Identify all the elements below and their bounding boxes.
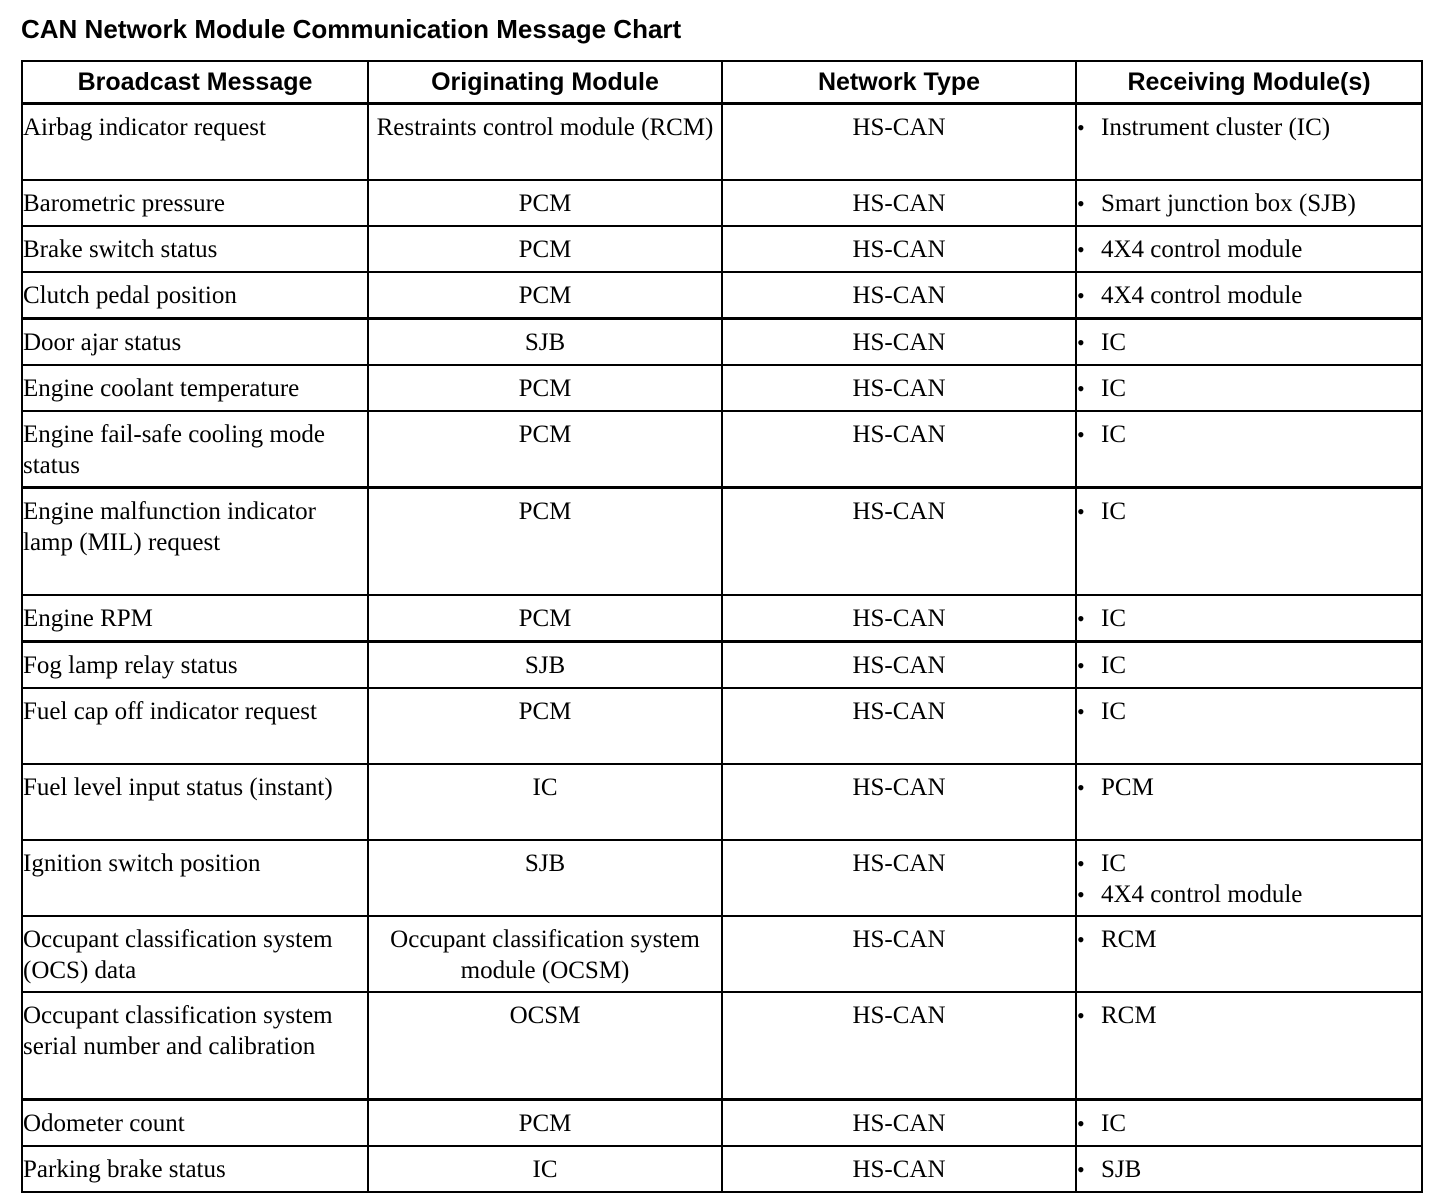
bullet-icon: • [1077,1003,1085,1028]
receiving-modules-cell [1076,488,1422,596]
table-row [22,488,1422,596]
receiving-modules-cell [1076,365,1422,411]
bullet-icon: • [1077,115,1085,140]
broadcast-message-cell: Fuel cap off indicator request [22,688,368,764]
bullet-icon: • [1077,330,1085,355]
table-body [22,104,1422,1193]
table-row [22,688,1422,764]
broadcast-message-cell: Occupant classification system (OCS) data [22,916,368,992]
network-type-cell: HS-CAN [722,688,1076,764]
bullet-icon: • [1077,606,1085,631]
originating-module-cell: IC [368,764,722,840]
receiving-module-item [1077,419,1421,450]
bullet-icon: • [1077,283,1085,308]
receiving-module-label: Instrument cluster (IC) [1101,114,1331,141]
bullet-icon: • [1077,653,1085,678]
receiving-module-item [1077,1000,1421,1031]
receiving-module-label: SJB [1101,1156,1142,1183]
table-row [22,642,1422,689]
receiving-module-label: 4X4 control module [1101,881,1303,908]
receiving-module-item [1077,603,1421,634]
receiving-module-label: IC [1101,375,1126,402]
receiving-modules-cell [1076,595,1422,642]
network-type-cell: HS-CAN [722,319,1076,366]
bullet-icon: • [1077,882,1085,907]
table-row [22,992,1422,1100]
broadcast-message-cell: Airbag indicator request [22,104,368,181]
originating-module-cell: PCM [368,365,722,411]
receiving-module-item [1077,848,1421,879]
table-row [22,1146,1422,1192]
receiving-module-label: IC [1101,850,1126,877]
broadcast-message-cell: Parking brake status [22,1146,368,1192]
originating-module-cell: PCM [368,180,722,226]
receiving-modules-cell [1076,226,1422,272]
receiving-module-item [1077,1154,1421,1185]
bullet-icon: • [1077,422,1085,447]
message-chart-table [21,60,1423,1193]
receiving-modules-cell [1076,764,1422,840]
network-type-cell: HS-CAN [722,1146,1076,1192]
broadcast-message-cell: Occupant classification system serial number and calibration [22,992,368,1100]
receiving-modules-cell [1076,104,1422,181]
table-row [22,595,1422,642]
broadcast-message-cell: Door ajar status [22,319,368,366]
broadcast-message-cell: Ignition switch position [22,840,368,916]
receiving-module-label: RCM [1101,1002,1157,1029]
network-type-cell: HS-CAN [722,642,1076,689]
originating-module-cell: PCM [368,411,722,488]
broadcast-message-cell: Engine coolant temperature [22,365,368,411]
originating-module-cell: SJB [368,319,722,366]
receiving-module-item [1077,696,1421,727]
broadcast-message-cell: Brake switch status [22,226,368,272]
receiving-module-item [1077,112,1421,143]
receiving-module-item [1077,188,1421,219]
bullet-icon: • [1077,191,1085,216]
table-row [22,319,1422,366]
table-row [22,1100,1422,1147]
bullet-icon: • [1077,699,1085,724]
broadcast-message-cell: Odometer count [22,1100,368,1147]
bullet-icon: • [1077,499,1085,524]
receiving-module-item [1077,496,1421,527]
network-type-cell: HS-CAN [722,411,1076,488]
originating-module-cell: PCM [368,688,722,764]
originating-module-cell: IC [368,1146,722,1192]
broadcast-message-cell: Engine fail-safe cooling mode status [22,411,368,488]
bullet-icon: • [1077,1111,1085,1136]
receiving-module-label: Smart junction box (SJB) [1101,190,1356,217]
network-type-cell: HS-CAN [722,764,1076,840]
network-type-cell: HS-CAN [722,992,1076,1100]
originating-module-cell: PCM [368,272,722,319]
table-row [22,764,1422,840]
receiving-module-item [1077,373,1421,404]
originating-module-cell: Occupant classification system module (OCSM) [368,916,722,992]
originating-module-cell: PCM [368,488,722,596]
receiving-modules-cell [1076,642,1422,689]
table-row [22,916,1422,992]
broadcast-message-cell: Engine RPM [22,595,368,642]
broadcast-message-cell: Fuel level input status (instant) [22,764,368,840]
network-type-cell: HS-CAN [722,180,1076,226]
receiving-module-label: IC [1101,498,1126,525]
receiving-module-label: 4X4 control module [1101,236,1303,263]
receiving-modules-cell [1076,840,1422,916]
receiving-modules-cell [1076,916,1422,992]
receiving-modules-cell [1076,411,1422,488]
originating-module-cell: OCSM [368,992,722,1100]
receiving-module-label: IC [1101,652,1126,679]
network-type-cell: HS-CAN [722,1100,1076,1147]
network-type-cell: HS-CAN [722,488,1076,596]
receiving-module-item [1077,280,1421,311]
bullet-icon: • [1077,927,1085,952]
network-type-cell: HS-CAN [722,595,1076,642]
network-type-cell: HS-CAN [722,365,1076,411]
table-row [22,226,1422,272]
table-row [22,411,1422,488]
table-row [22,840,1422,916]
network-type-cell: HS-CAN [722,916,1076,992]
bullet-icon: • [1077,1157,1085,1182]
network-type-cell: HS-CAN [722,226,1076,272]
receiving-modules-cell [1076,1100,1422,1147]
receiving-module-label: IC [1101,605,1126,632]
receiving-modules-cell [1076,272,1422,319]
receiving-module-item [1077,772,1421,803]
receiving-module-item [1077,327,1421,358]
table-row [22,365,1422,411]
receiving-module-label: RCM [1101,926,1157,953]
receiving-module-label: IC [1101,698,1126,725]
receiving-module-label: IC [1101,329,1126,356]
originating-module-cell: SJB [368,642,722,689]
bullet-icon: • [1077,851,1085,876]
originating-module-cell: PCM [368,595,722,642]
network-type-cell: HS-CAN [722,104,1076,181]
header-receiving-modules: Receiving Module(s) [1076,61,1422,104]
table-row [22,104,1422,181]
table-row [22,272,1422,319]
receiving-module-item [1077,879,1421,910]
network-type-cell: HS-CAN [722,272,1076,319]
receiving-modules-cell [1076,688,1422,764]
receiving-modules-cell [1076,992,1422,1100]
receiving-module-label: IC [1101,421,1126,448]
receiving-module-item [1077,924,1421,955]
network-type-cell: HS-CAN [722,840,1076,916]
receiving-modules-cell [1076,1146,1422,1192]
bullet-icon: • [1077,237,1085,262]
receiving-module-label: PCM [1101,774,1154,801]
page-title: CAN Network Module Communication Message Chart [21,14,682,44]
header-network-type: Network Type [722,61,1076,104]
receiving-module-item [1077,234,1421,265]
receiving-modules-cell [1076,180,1422,226]
originating-module-cell: PCM [368,226,722,272]
table-header-row [22,61,1422,104]
receiving-modules-cell [1076,319,1422,366]
receiving-module-item [1077,650,1421,681]
receiving-module-label: IC [1101,1110,1126,1137]
header-broadcast-message: Broadcast Message [22,61,368,104]
originating-module-cell: PCM [368,1100,722,1147]
originating-module-cell: SJB [368,840,722,916]
bullet-icon: • [1077,775,1085,800]
table-row [22,180,1422,226]
broadcast-message-cell: Engine malfunction indicator lamp (MIL) request [22,488,368,596]
originating-module-cell: Restraints control module (RCM) [368,104,722,181]
receiving-module-item [1077,1108,1421,1139]
broadcast-message-cell: Fog lamp relay status [22,642,368,689]
bullet-icon: • [1077,376,1085,401]
header-originating-module: Originating Module [368,61,722,104]
broadcast-message-cell: Barometric pressure [22,180,368,226]
receiving-module-label: 4X4 control module [1101,282,1303,309]
broadcast-message-cell: Clutch pedal position [22,272,368,319]
